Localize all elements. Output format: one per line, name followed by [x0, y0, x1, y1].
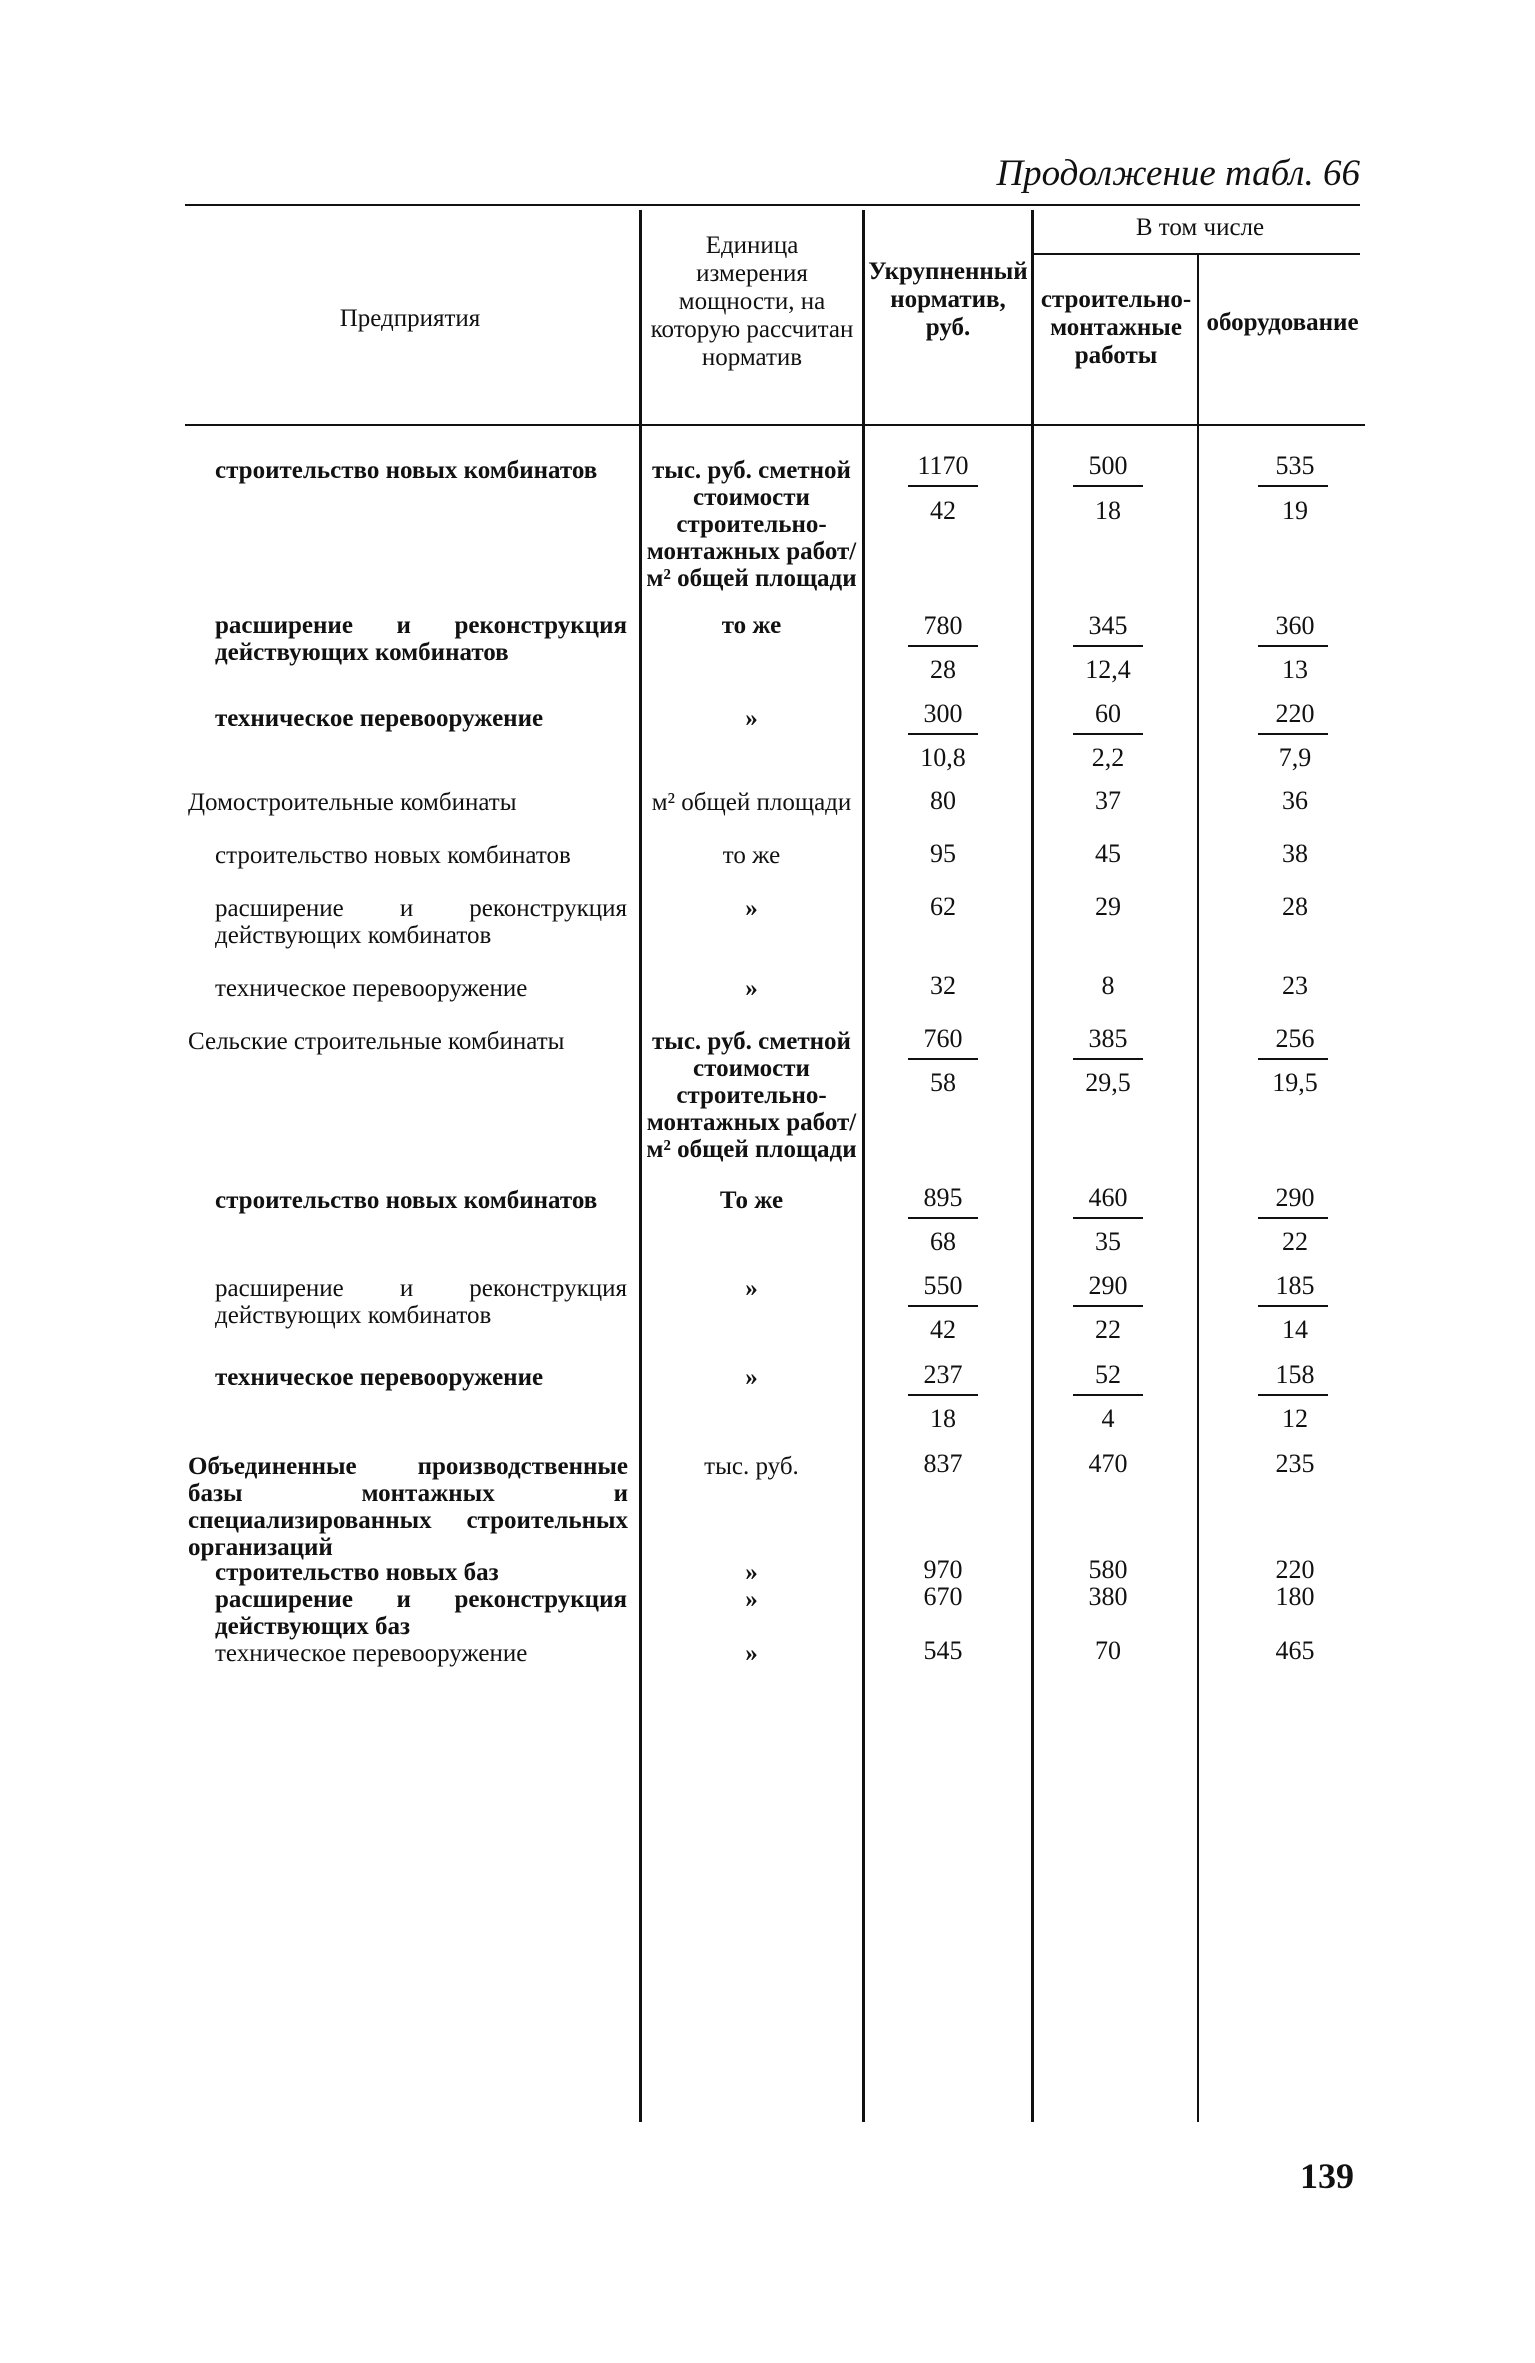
- row-12-norm: 970: [923, 1555, 963, 1584]
- row-9-constr-bar: [1073, 1305, 1143, 1307]
- row-5-unit: »: [745, 895, 758, 922]
- row-13-constr: 380: [1088, 1582, 1128, 1611]
- row-4-norm: 95: [930, 839, 956, 868]
- header-norm: Укрупненный норматив, руб.: [868, 258, 1028, 341]
- row-7-constr-top: 385: [1088, 1024, 1128, 1053]
- row-14-equip: 465: [1275, 1636, 1315, 1665]
- row-10-norm-top: 237: [923, 1360, 963, 1389]
- row-1-equip-bottom: 13: [1282, 655, 1308, 684]
- row-10-equip-bar: [1258, 1394, 1328, 1396]
- row-11-name: Объединенные производственные базы монтажных и специализированных строительных организаций: [188, 1453, 628, 1561]
- row-8-norm-top: 895: [923, 1183, 963, 1212]
- row-0-unit: тыс. руб. сметной стоимости строительно-монтажных работ/м² общей площади: [646, 457, 857, 592]
- col-divider-3: [1031, 210, 1034, 2122]
- row-14-constr: 70: [1095, 1636, 1121, 1665]
- row-1-equip-bar: [1258, 645, 1328, 647]
- row-0-constr-bar: [1073, 485, 1143, 487]
- row-9-constr-top: 290: [1088, 1271, 1128, 1300]
- row-4-equip: 38: [1282, 839, 1308, 868]
- row-10-equip-bottom: 12: [1282, 1404, 1308, 1433]
- row-9-norm-top: 550: [923, 1271, 963, 1300]
- row-6-norm: 32: [930, 971, 956, 1000]
- header-equipment: оборудование: [1206, 309, 1359, 336]
- row-5-equip: 28: [1282, 892, 1308, 921]
- row-5-constr: 29: [1095, 892, 1121, 921]
- row-3-unit: м² общей площади: [651, 789, 852, 816]
- row-7-constr-bottom: 29,5: [1085, 1068, 1131, 1097]
- row-2-norm-bar: [908, 733, 978, 735]
- row-6-equip: 23: [1282, 971, 1308, 1000]
- row-8-unit: То же: [719, 1187, 784, 1214]
- row-1-constr-bottom: 12,4: [1085, 655, 1131, 684]
- row-1-norm-bottom: 28: [930, 655, 956, 684]
- row-2-norm-bottom: 10,8: [920, 743, 966, 772]
- row-8-constr-bar: [1073, 1217, 1143, 1219]
- row-4-constr: 45: [1095, 839, 1121, 868]
- row-7-norm-top: 760: [923, 1024, 963, 1053]
- row-11-equip: 235: [1275, 1449, 1315, 1478]
- row-7-equip-bar: [1258, 1058, 1328, 1060]
- row-1-norm-bar: [908, 645, 978, 647]
- table-top-rule: [185, 204, 1360, 206]
- row-3-constr: 37: [1095, 786, 1121, 815]
- col-divider-1: [639, 210, 642, 2122]
- row-5-norm: 62: [930, 892, 956, 921]
- row-1-constr-bar: [1073, 645, 1143, 647]
- row-11-norm: 837: [923, 1449, 963, 1478]
- row-9-name: расширение и реконструкция действующих комбинатов: [215, 1275, 627, 1329]
- header-including: В том числе: [1135, 214, 1265, 241]
- row-0-equip-bar: [1258, 485, 1328, 487]
- col-divider-2: [862, 210, 865, 2122]
- row-6-name: техническое перевооружение: [215, 975, 528, 1002]
- col-divider-4: [1197, 255, 1199, 2122]
- row-0-constr-top: 500: [1088, 451, 1128, 480]
- row-7-norm-bar: [908, 1058, 978, 1060]
- row-3-equip: 36: [1282, 786, 1308, 815]
- row-0-name: строительство новых комбинатов: [215, 457, 598, 484]
- row-8-equip-bar: [1258, 1217, 1328, 1219]
- row-7-equip-top: 256: [1275, 1024, 1315, 1053]
- row-11-unit: тыс. руб.: [704, 1453, 799, 1480]
- row-11-constr: 470: [1088, 1449, 1128, 1478]
- row-9-equip-top: 185: [1275, 1271, 1315, 1300]
- row-5-name: расширение и реконструкция действующих комбинатов: [215, 895, 627, 949]
- row-1-unit: то же: [721, 612, 782, 639]
- row-10-unit: »: [745, 1364, 758, 1391]
- row-8-equip-bottom: 22: [1282, 1227, 1308, 1256]
- row-14-norm: 545: [923, 1636, 963, 1665]
- row-10-constr-bar: [1073, 1394, 1143, 1396]
- row-10-norm-bottom: 18: [930, 1404, 956, 1433]
- row-9-norm-bar: [908, 1305, 978, 1307]
- table-caption: Продолжение табл. 66: [996, 153, 1360, 194]
- row-4-unit: то же: [722, 842, 781, 869]
- row-12-name: строительство новых баз: [215, 1559, 499, 1586]
- row-0-norm-top: 1170: [917, 451, 969, 480]
- row-13-norm: 670: [923, 1582, 963, 1611]
- row-3-name: Домостроительные комбинаты: [188, 789, 517, 816]
- row-7-equip-bottom: 19,5: [1272, 1068, 1318, 1097]
- row-2-equip-bottom: 7,9: [1278, 743, 1312, 772]
- row-12-constr: 580: [1088, 1555, 1128, 1584]
- row-2-equip-top: 220: [1275, 699, 1315, 728]
- row-8-constr-bottom: 35: [1095, 1227, 1121, 1256]
- row-10-constr-top: 52: [1095, 1360, 1121, 1389]
- row-0-constr-bottom: 18: [1095, 496, 1121, 525]
- row-0-norm-bar: [908, 485, 978, 487]
- row-10-norm-bar: [908, 1394, 978, 1396]
- row-12-equip: 220: [1275, 1555, 1315, 1584]
- row-14-unit: »: [745, 1640, 758, 1667]
- row-10-constr-bottom: 4: [1101, 1404, 1115, 1433]
- row-4-name: строительство новых комбинатов: [215, 842, 571, 869]
- row-8-equip-top: 290: [1275, 1183, 1315, 1212]
- header-enterprises: Предприятия: [339, 305, 481, 332]
- row-2-constr-bottom: 2,2: [1091, 743, 1125, 772]
- row-2-constr-top: 60: [1095, 699, 1121, 728]
- row-2-unit: »: [745, 705, 758, 732]
- row-1-equip-top: 360: [1275, 611, 1315, 640]
- row-7-norm-bottom: 58: [930, 1068, 956, 1097]
- row-1-norm-top: 780: [923, 611, 963, 640]
- row-13-name: расширение и реконструкция действующих баз: [215, 1586, 627, 1640]
- row-9-equip-bottom: 14: [1282, 1315, 1308, 1344]
- row-1-constr-top: 345: [1088, 611, 1128, 640]
- row-13-equip: 180: [1275, 1582, 1315, 1611]
- header-unit: Единица измерения мощности, на которую рассчитан норматив: [650, 232, 854, 371]
- row-14-name: техническое перевооружение: [215, 1640, 528, 1667]
- row-8-constr-top: 460: [1088, 1183, 1128, 1212]
- row-7-unit: тыс. руб. сметной стоимости строительно-монтажных работ/м² общей площади: [646, 1028, 857, 1163]
- row-2-equip-bar: [1258, 733, 1328, 735]
- row-12-unit: »: [745, 1559, 758, 1586]
- row-6-constr: 8: [1101, 971, 1115, 1000]
- row-13-unit: »: [745, 1586, 758, 1613]
- row-3-norm: 80: [930, 786, 956, 815]
- row-9-equip-bar: [1258, 1305, 1328, 1307]
- header-bottom-rule: [185, 424, 1365, 426]
- row-0-equip-bottom: 19: [1282, 496, 1308, 525]
- row-0-norm-bottom: 42: [930, 496, 956, 525]
- header-construction: строительно-монтажные работы: [1040, 286, 1192, 369]
- row-0-equip-top: 535: [1275, 451, 1315, 480]
- row-2-name: техническое перевооружение: [215, 705, 544, 732]
- row-7-name: Сельские строительные комбинаты: [188, 1028, 565, 1055]
- row-9-norm-bottom: 42: [930, 1315, 956, 1344]
- page-number: 139: [1300, 2156, 1354, 2196]
- row-8-norm-bar: [908, 1217, 978, 1219]
- row-10-equip-top: 158: [1275, 1360, 1315, 1389]
- row-6-unit: »: [745, 975, 758, 1002]
- row-8-norm-bottom: 68: [930, 1227, 956, 1256]
- row-1-name: расширение и реконструкция действующих комбинатов: [215, 612, 627, 666]
- row-8-name: строительство новых комбинатов: [215, 1187, 598, 1214]
- row-2-constr-bar: [1073, 733, 1143, 735]
- row-10-name: техническое перевооружение: [215, 1364, 544, 1391]
- row-9-unit: »: [745, 1275, 758, 1302]
- row-9-constr-bottom: 22: [1095, 1315, 1121, 1344]
- row-7-constr-bar: [1073, 1058, 1143, 1060]
- row-2-norm-top: 300: [923, 699, 963, 728]
